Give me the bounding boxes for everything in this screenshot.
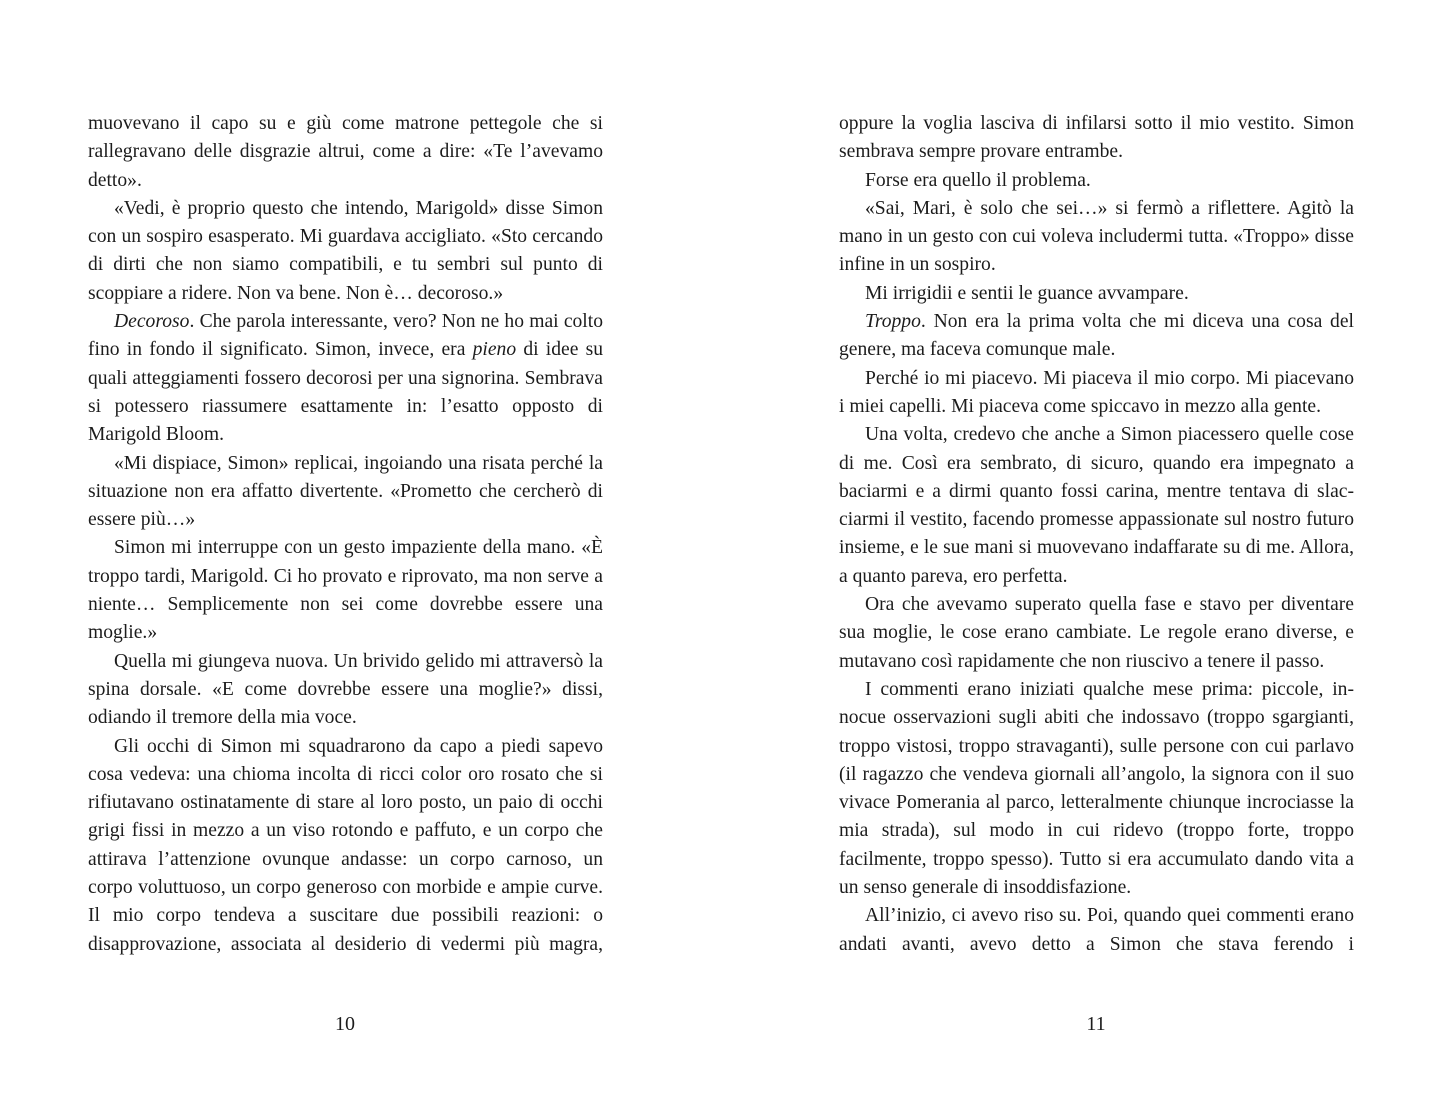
text-run: «Vedi, è proprio questo che intendo, Marigold» disse Simon con un sospiro esasperato. Mi guardava accigliato. «Sto cercando di dirti che non siamo compatibili, e tu sembri sul punto di scoppiare a ridere. Non va bene. Non è… decoroso.» — [88, 197, 603, 304]
paragraph — [839, 167, 1354, 195]
text-run: Una volta, credevo che anche a Simon piacessero quelle cose di me. Così era sembrato, di sicuro, quando era impegnato a baciarmi e a dirmi quanto fossi carina, mentre tentava di slacciarmi il vestito, facendo promesse appassionate sul nostro futuro insieme, e le sue mani si muovevano indaffarate su di me. Allora, a quanto pareva, ero perfetta. — [839, 424, 1354, 587]
paragraph — [88, 195, 603, 308]
paragraph — [88, 450, 603, 535]
text-run: All’inizio, ci avevo riso su. Poi, quando quei commenti erano andati avanti, avevo detto a Simon che stava ferendo i — [839, 905, 1354, 955]
paragraph — [88, 308, 603, 449]
text-run: Mi irrigidii e sentii le guance avvampare. — [865, 282, 1189, 304]
text-run: muovevano il capo su e giù come matrone pettegole che si rallegravano delle disgrazie altrui, come a dire: «Te l’avevamo detto». — [88, 113, 603, 191]
text-run: «Mi dispiace, Simon» replicai, ingoiando una risata perché la situazione non era affatto divertente. «Prometto che cercherò di essere più…» — [88, 452, 603, 531]
paragraph — [88, 648, 603, 733]
text-run: I commenti erano iniziati qualche mese prima: piccole, innocue osservazioni sugli abiti che indossavo (troppo sgargianti, troppo vistosi, troppo stravaganti), sulle persone con cui parlavo (il ragazzo che vendeva giornali all’angolo, la signora con il suo vivace Pomerania al parco, letteralmente chiunque incrociasse la mia strada), sul modo in cui ridevo (troppo forte, troppo facilmente, troppo spesso). Tutto si era accumulato dando vita a un senso generale di insoddisfazione. — [839, 678, 1354, 899]
text-run: «Sai, Mari, è solo che sei…» si fermò a riflettere. Agitò la mano in un gesto con cui voleva includermi tutta. «Troppo» disse infine in un sospiro. — [839, 197, 1354, 276]
page-number: 11 — [1086, 1013, 1106, 1035]
paragraph — [839, 280, 1354, 308]
page-text — [88, 110, 603, 959]
text-run: . Non era la prima volta che mi diceva una cosa del genere, ma faceva comunque male. — [839, 311, 1354, 361]
paragraph — [839, 365, 1354, 422]
text-run: di idee su quali atteggiamenti fossero decorosi per una signorina. Sembrava si potessero riassumere esattamente in: l’esatto opposto di Marigold Bloom. — [88, 339, 604, 446]
page-number: 10 — [335, 1013, 355, 1035]
paragraph — [839, 195, 1354, 280]
text-run: Ora che avevamo superato quella fase e stavo per diventare sua moglie, le cose erano cambiate. Le regole erano diverse, e mutavano così rapidamente che non riuscivo a tenere il passo. — [839, 594, 1354, 672]
italic-text: pieno — [472, 339, 517, 361]
paragraph — [839, 308, 1354, 365]
italic-text: Troppo — [865, 311, 921, 333]
text-run: . Che parola interessante, vero? Non ne ho mai colto fino in fondo il significato. Simon, invece, era — [88, 311, 603, 361]
text-run: Perché io mi piacevo. Mi piaceva il mio corpo. Mi piacevano i miei capelli. Mi piaceva come spiccavo in mezzo alla gente. — [839, 367, 1354, 417]
paragraph — [839, 902, 1354, 959]
paragraph — [88, 110, 603, 195]
text-run: Forse era quello il problema. — [865, 169, 1091, 191]
paragraph — [839, 421, 1354, 591]
text-run: oppure la voglia lasciva di infilarsi sotto il mio vestito. Simon sembrava sempre provare entrambe. — [839, 113, 1354, 163]
text-run: Simon mi interruppe con un gesto impaziente della mano. «È troppo tardi, Marigold. Ci ho provato e riprovato, ma non serve a niente… Semplicemente non sei come dovrebbe essere una moglie.» — [88, 537, 603, 644]
paragraph — [839, 110, 1354, 167]
text-run: Gli occhi di Simon mi squadrarono da capo a piedi sapevo cosa vedeva: una chioma incolta di ricci color oro rosato che si rifiutavano ostinatamente di stare al loro posto, un paio di occhi grigi fissi in mezzo a un viso rotondo e paffuto, e un corpo che attirava l’attenzione ovunque andasse: un corpo carnoso, un corpo voluttuoso, un corpo generoso con morbide e ampie curve. Il mio corpo tendeva a suscitare due possibili reazioni: o disapprovazione, associata al desiderio di vedermi più magra, — [88, 735, 603, 955]
page-text — [839, 110, 1354, 959]
paragraph — [88, 534, 603, 647]
paragraph — [839, 676, 1354, 902]
left-page — [0, 0, 722, 1106]
paragraph — [839, 591, 1354, 676]
paragraph — [88, 733, 603, 959]
right-page — [722, 0, 1445, 1106]
italic-text: Decoroso — [114, 311, 190, 333]
text-run: Quella mi giungeva nuova. Un brivido gelido mi attraversò la spina dorsale. «E come dovrebbe essere una moglie?» dissi, odiando il tremore della mia voce. — [88, 650, 603, 729]
